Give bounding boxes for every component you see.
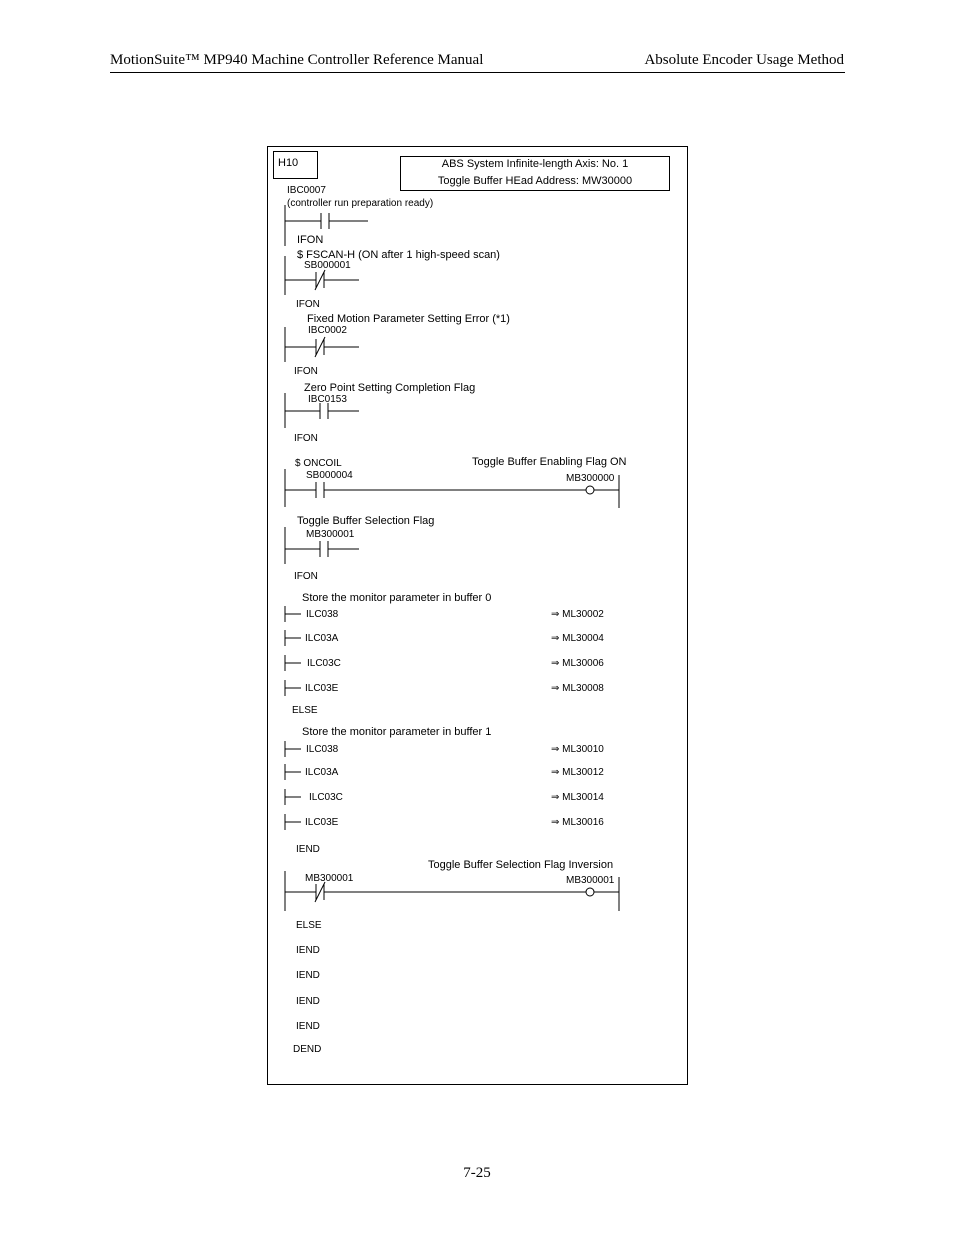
rung5-coil-comment: Toggle Buffer Enabling Flag ON [472,456,627,468]
buffer1-src: ILC03A [305,767,339,778]
title-line-2: Toggle Buffer HEad Address: MW30000 [437,175,633,187]
header-title: MotionSuite™ MP940 Machine Controller Reference Manual [110,52,484,68]
buffer0-comment: Store the monitor parameter in buffer 0 [302,592,492,604]
buffer0-src: ILC03E [305,683,339,694]
buffer1-dst: ⇒ ML30012 [551,767,604,778]
buffer1-dst: ⇒ ML30014 [551,792,604,803]
ifon-3: IFON [294,366,318,377]
tail-iend: IEND [296,996,320,1007]
rung3-address: IBC0002 [308,325,347,336]
buffer0-dst: ⇒ ML30008 [551,683,604,694]
rung6-comment: Toggle Buffer Selection Flag [297,515,435,527]
rung2-comment: $ FSCAN-H (ON after 1 high-speed scan) [297,249,500,261]
ifon-1: IFON [297,234,324,246]
ifon-4: IFON [294,433,318,444]
rung7-address: MB300001 [305,873,354,884]
drawing-label: H10 [278,157,299,169]
tail-dend: DEND [293,1044,322,1055]
ifon-5: IFON [294,571,318,582]
rung6-address: MB300001 [306,529,355,540]
rung1-address: IBC0007 [287,185,326,196]
ifon-2: IFON [296,299,320,310]
buffer0-src: ILC03A [305,633,339,644]
buffer0-dst: ⇒ ML30004 [551,633,604,644]
rung3-comment: Fixed Motion Parameter Setting Error (*1) [307,313,510,325]
buffer1-dst: ⇒ ML30016 [551,817,604,828]
tail-else: ELSE [296,920,322,931]
tail-iend: IEND [296,970,320,981]
buffer0-src: ILC038 [306,609,339,620]
rung5-coil: MB300000 [566,473,615,484]
buffer0-dst: ⇒ ML30002 [551,609,604,620]
else-1: ELSE [292,705,318,716]
title-line-1: ABS System Infinite-length Axis: No. 1 [441,158,629,170]
buffer0-dst: ⇒ ML30006 [551,658,604,669]
rung5-address: SB000004 [306,470,353,481]
buffer1-src: ILC038 [306,744,339,755]
buffer1-src: ILC03C [309,792,343,803]
buffer1-dst: ⇒ ML30010 [551,744,604,755]
tail-iend: IEND [296,945,320,956]
buffer1-src: ILC03E [305,817,339,828]
rung2-address: SB000001 [304,260,351,271]
page-number: 7-25 [463,1165,491,1181]
buffer1-comment: Store the monitor parameter in buffer 1 [302,726,492,738]
rung4-address: IBC0153 [308,394,347,405]
rung7-coil-comment: Toggle Buffer Selection Flag Inversion [428,859,614,871]
header-section: Absolute Encoder Usage Method [644,52,844,68]
iend-1: IEND [296,844,320,855]
rung4-comment: Zero Point Setting Completion Flag [304,382,476,394]
rung1-comment: (controller run preparation ready) [287,198,434,209]
rung5-comment: $ ONCOIL [295,458,342,469]
tail-iend: IEND [296,1021,320,1032]
rung7-coil: MB300001 [566,875,615,886]
buffer0-src: ILC03C [307,658,341,669]
